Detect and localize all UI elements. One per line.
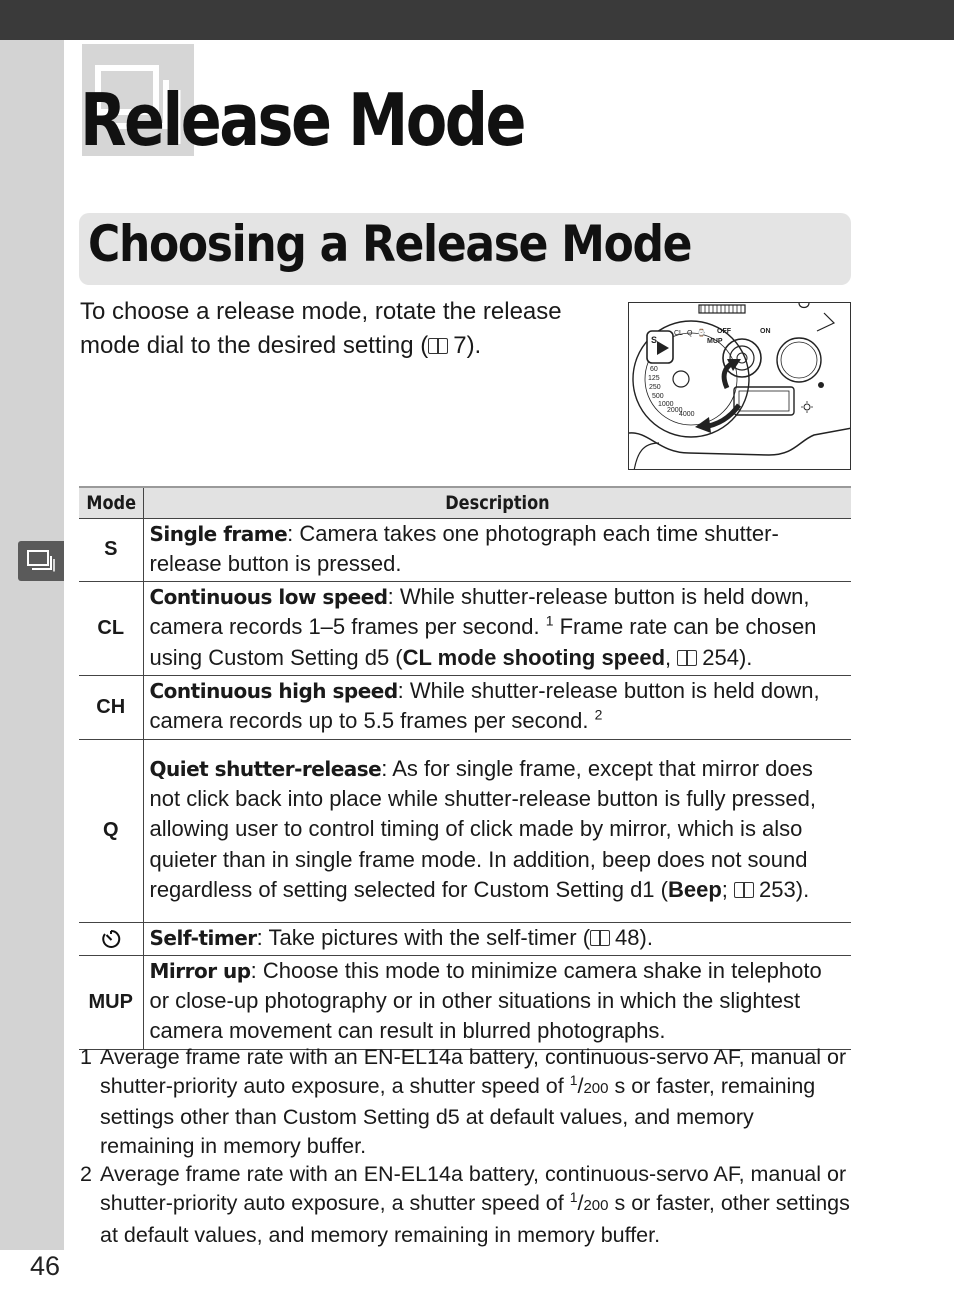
header-bar (0, 0, 954, 40)
mode-description: Continuous low speed: While shutter-release button is held down, camera records 1–5 frames per second. $^1$ Frame rate can be chosen using Custom Setting d5 (CL mode shooting speed, 254). (143, 582, 851, 676)
footnote-2: 2 Average frame rate with an EN-EL14a battery, continuous-servo AF, manual or shutter-priority auto exposure, a shutter speed of $^1$/200 s or faster, other settings at default values, and memory remaining in memory buffer. (80, 1162, 850, 1247)
svg-text:⌚: ⌚ (697, 330, 706, 337)
mode-description: Continuous high speed: While shutter-release button is held down, camera records up to 5.5 frames per second. $^2$ (143, 675, 851, 739)
svg-text:MUP: MUP (707, 338, 723, 345)
table-row-continuous-high (79, 675, 851, 739)
mode-symbol-ch: CH (79, 675, 143, 739)
self-timer-icon (100, 928, 122, 950)
svg-text:125: 125 (648, 375, 660, 382)
book-icon (428, 338, 448, 354)
mode-symbol-q: Q (79, 739, 143, 922)
svg-text:1000: 1000 (658, 401, 674, 408)
table-row-self-timer (79, 922, 851, 955)
side-margin (0, 40, 64, 1250)
book-icon (734, 882, 754, 898)
table-row-continuous-low (79, 582, 851, 676)
release-mode-icon (27, 550, 55, 572)
section-header (79, 213, 851, 285)
table-row-single-frame (79, 518, 851, 582)
section-title: Choosing a Release Mode (88, 215, 692, 273)
mode-description: Mirror up: Choose this mode to minimize camera shake in telephoto or close-up photography or in other situations in which the slightest camera movement can result in blurred photographs. (143, 955, 851, 1049)
mode-description: Single frame: Camera takes one photograph each time shutter-release button is pressed. (143, 518, 851, 582)
table-header-row (79, 487, 851, 518)
svg-text:CL: CL (674, 330, 683, 337)
svg-text:ON: ON (760, 328, 771, 335)
column-header-mode: Mode (79, 487, 143, 518)
intro-paragraph: To choose a release mode, rotate the release mode dial to the desired setting ( 7). (80, 298, 562, 359)
svg-text:Q: Q (687, 330, 693, 337)
column-header-description: Description (143, 487, 851, 518)
table-row-mirror-up (79, 955, 851, 1049)
mode-description: Self-timer: Take pictures with the self-timer ( 48). (143, 922, 851, 955)
page-number: 46 (30, 1251, 61, 1281)
svg-text:S: S (651, 335, 658, 345)
footnotes (80, 1043, 850, 1249)
table-row-quiet-shutter (79, 739, 851, 922)
svg-text:500: 500 (652, 393, 664, 400)
release-mode-table (79, 486, 851, 1050)
book-icon (677, 650, 697, 666)
footnote-1: 1 Average frame rate with an EN-EL14a battery, continuous-servo AF, manual or shutter-priority auto exposure, a shutter speed of $^1$/200 s or faster, remaining settings other than Custom Setting d5 at default values, and memory remaining in memory buffer. (80, 1045, 847, 1158)
book-icon (590, 930, 610, 946)
mode-symbol-s: S (79, 518, 143, 582)
svg-text:60: 60 (650, 366, 658, 373)
mode-symbol-cl: CL (79, 582, 143, 676)
mode-description: Quiet shutter-release: As for single frame, except that mirror does not click back into place while shutter-release button is fully pressed, allowing user to control timing of click made by mirror, which is also quieter than in single frame mode. In addition, beep does not sound regardless of setting selected for Custom Setting d1 (Beep; 253). (143, 739, 851, 922)
mode-symbol-self-timer (79, 922, 143, 955)
svg-text:250: 250 (649, 384, 661, 391)
svg-text:2000: 2000 (667, 407, 683, 414)
mode-symbol-mup: MUP (79, 955, 143, 1049)
release-mode-dial-illustration (628, 302, 851, 470)
svg-text:OFF: OFF (717, 328, 731, 335)
chapter-tab[interactable] (18, 541, 64, 581)
svg-text:4000: 4000 (679, 411, 695, 418)
chapter-title: Release Mode (80, 78, 525, 162)
